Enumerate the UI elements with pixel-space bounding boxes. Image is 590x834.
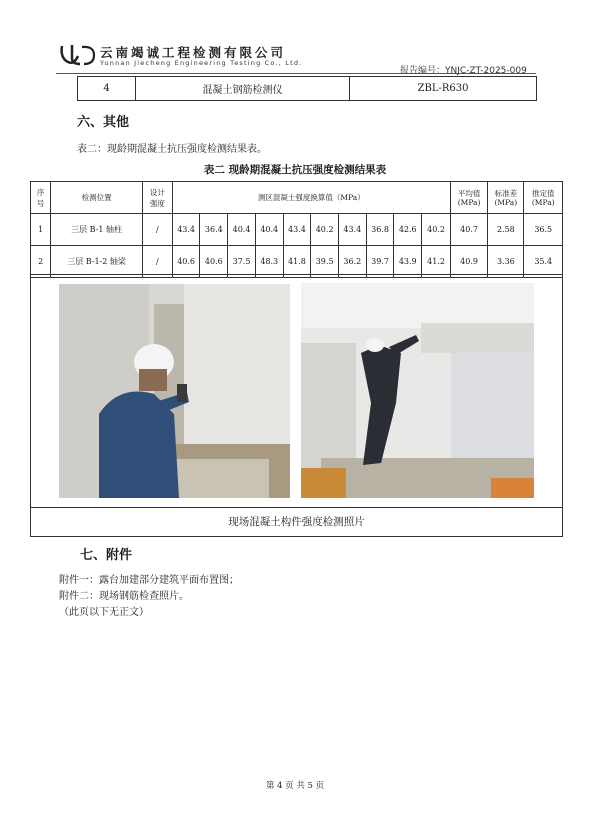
- annex-item: 附件二：现场钢筋检查照片。: [59, 591, 189, 602]
- cell-zone-value: 43.9: [394, 246, 422, 278]
- photo-caption: 现场混凝土构件强度检测照片: [228, 516, 365, 528]
- cell-zone-value: 39.5: [311, 246, 339, 278]
- cell-zone-value: 48.3: [255, 246, 283, 278]
- cell-zone-value: 36.4: [200, 214, 228, 246]
- equipment-table: [77, 76, 537, 101]
- equipment-name: 混凝土钢筋检测仪: [136, 77, 350, 101]
- header-seq: 序 号: [31, 182, 51, 214]
- cell-zone-value: 36.8: [366, 214, 394, 246]
- header-divider: [56, 73, 536, 74]
- report-number: 报告编号：YNJC-ZT-2025-009: [400, 66, 527, 76]
- company-name-en: Yunnan Jiecheng Engineering Testing Co., Ltd.: [100, 59, 303, 67]
- cell-no: 1: [31, 214, 51, 246]
- table-reference-note: 表二：现龄期混凝土抗压强度检测结果表。: [77, 144, 267, 155]
- cell-zone-value: 40.4: [228, 214, 256, 246]
- cell-zone-value: 43.4: [283, 214, 311, 246]
- header-zone-values: 测区混凝土强度换算值（MPa）: [172, 182, 450, 214]
- cell-design: /: [142, 214, 172, 246]
- company-logo-icon: [58, 42, 98, 68]
- header-design-strength: 设计 强度: [142, 182, 172, 214]
- section-heading-annex: 七、附件: [80, 548, 133, 563]
- cell-no: 2: [31, 246, 51, 278]
- header-estimate: 推定值 (MPa): [524, 182, 563, 214]
- cell-std: 3.36: [488, 246, 524, 278]
- cell-estimate: 35.4: [524, 246, 563, 278]
- section-heading-other: 六、其他: [77, 115, 130, 130]
- equipment-model: ZBL-R630: [350, 77, 537, 101]
- photo-worker-testing-beam: [301, 283, 534, 498]
- cell-zone-value: 36.2: [338, 246, 366, 278]
- table-row: [78, 77, 537, 101]
- cell-design: /: [142, 246, 172, 278]
- cell-zone-value: 43.4: [172, 214, 200, 246]
- header-std: 标准差 (MPa): [488, 182, 524, 214]
- annex-end-note: （此页以下无正文）: [59, 607, 149, 618]
- cell-zone-value: 43.4: [338, 214, 366, 246]
- cell-zone-value: 40.2: [311, 214, 339, 246]
- site-photo-beam-test: [301, 283, 534, 498]
- cell-std: 2.58: [488, 214, 524, 246]
- cell-zone-value: 41.8: [283, 246, 311, 278]
- cell-zone-value: 41.2: [422, 246, 451, 278]
- photo-caption-divider: [30, 507, 563, 508]
- company-name-cn: 云南竭诚工程检测有限公司: [100, 45, 287, 60]
- cell-zone-value: 42.6: [394, 214, 422, 246]
- table-row: [31, 246, 563, 278]
- cell-zone-value: 37.5: [228, 246, 256, 278]
- table-header-row: [31, 182, 563, 214]
- cell-zone-value: 40.2: [422, 214, 451, 246]
- cell-location: 三层 B-1 轴柱: [51, 214, 143, 246]
- site-photo-column-test: [59, 284, 290, 498]
- cell-estimate: 36.5: [524, 214, 563, 246]
- cell-location: 三层 B-1-2 轴梁: [51, 246, 143, 278]
- table-title: 表二 现龄期混凝土抗压强度检测结果表: [203, 164, 387, 176]
- page-number: 第 4 页 共 5 页: [265, 781, 325, 791]
- equipment-no: 4: [78, 77, 136, 101]
- photo-worker-testing-column: [59, 284, 290, 498]
- annex-item: 附件一：露台加建部分建筑平面布置图；: [59, 575, 239, 586]
- strength-results-table: [30, 181, 563, 278]
- cell-mean: 40.9: [450, 246, 487, 278]
- cell-zone-value: 39.7: [366, 246, 394, 278]
- cell-mean: 40.7: [450, 214, 487, 246]
- header-mean: 平均值 (MPa): [450, 182, 487, 214]
- cell-zone-value: 40.6: [172, 246, 200, 278]
- header-location: 检测位置: [51, 182, 143, 214]
- cell-zone-value: 40.6: [200, 246, 228, 278]
- cell-zone-value: 40.4: [255, 214, 283, 246]
- table-row: [31, 214, 563, 246]
